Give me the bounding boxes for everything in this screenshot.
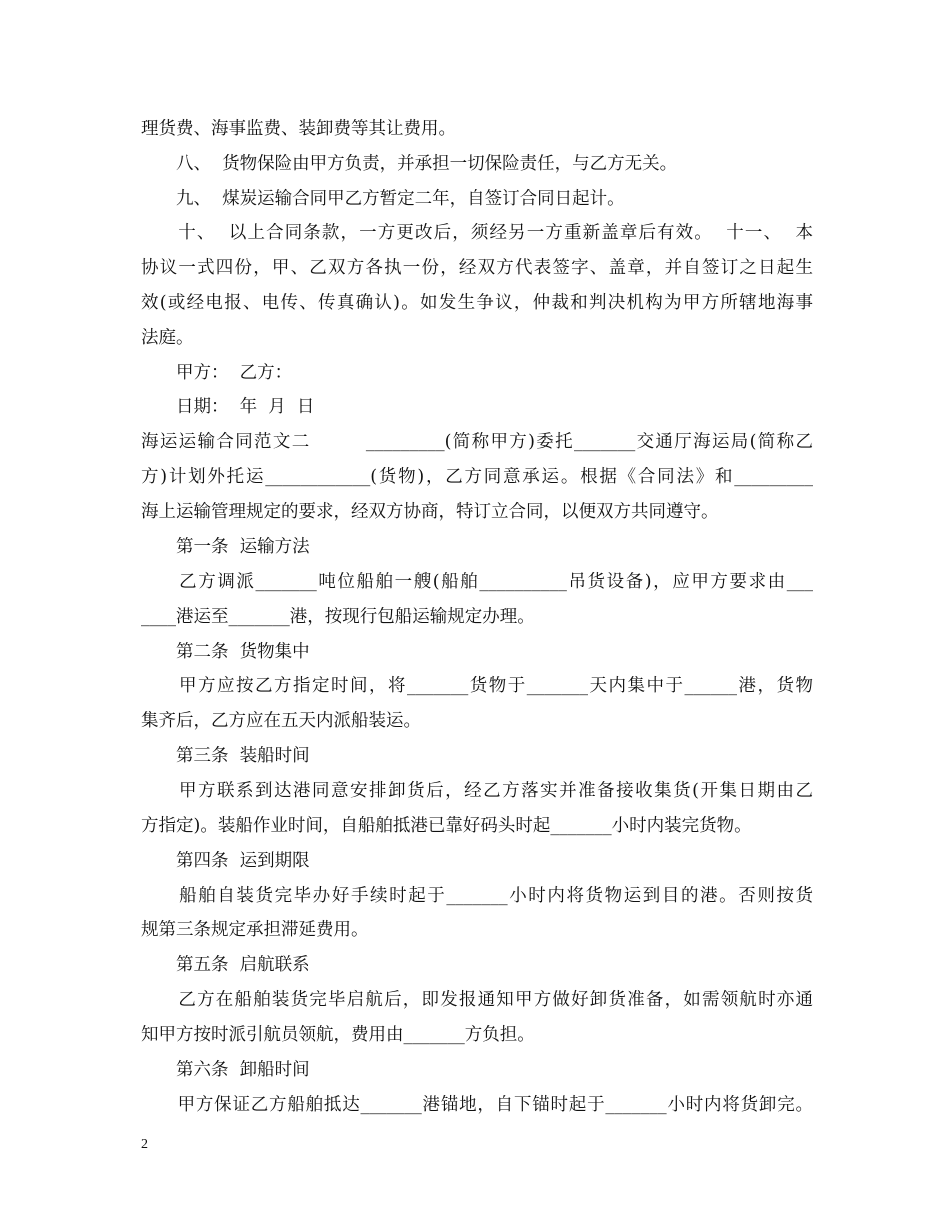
article-heading: 第五条 启航联系 — [141, 955, 310, 975]
text-line: 九、 煤炭运输合同甲乙方暂定二年，自签订合同日起计。 — [141, 189, 625, 209]
article-heading: 第三条 装船时间 — [141, 746, 310, 766]
text-line: 海上运输管理规定的要求，经双方协商，特订立合同，以便双方共同遵守。 — [141, 502, 719, 522]
text-line: 甲方保证乙方船舶抵达_______港锚地，自下锚时起于_______小时内将货卸完。 — [141, 1095, 813, 1115]
text-line: 法庭。 — [141, 328, 194, 348]
date-line: 日期： 年 月 日 — [141, 397, 315, 417]
text-line: 理货费、海事监费、装卸费等其让费用。 — [141, 119, 456, 139]
text-line: 知甲方按时派引航员领航，费用由_______方负担。 — [141, 1025, 535, 1045]
text-line: 甲方应按乙方指定时间，将_______货物于_______天内集中于______港，货物 — [141, 676, 813, 696]
text-line: 协议一式四份，甲、乙双方各执一份，经双方代表签字、盖章，并自签订之日起生 — [141, 258, 813, 278]
text-line: 效(或经电报、电传、传真确认)。如发生争议，仲裁和判决机构为甲方所辖地海事 — [141, 293, 813, 313]
text-line: ____港运至_______港，按现行包船运输规定办理。 — [141, 607, 535, 627]
text-line: 海运运输合同范文二 _________(简称甲方)委托_______交通厅海运局(简称乙 — [141, 432, 813, 452]
text-line: 规第三条规定承担滞延费用。 — [141, 920, 369, 940]
text-line: 方指定)。装船作业时间，自船舶抵港已靠好码头时起_______小时内装完货物。 — [141, 816, 752, 836]
text-line: 甲方联系到达港同意安排卸货后，经乙方落实并准备接收集货(开集日期由乙 — [141, 781, 813, 801]
signature-line: 甲方： 乙方： — [141, 363, 293, 383]
article-heading: 第二条 货物集中 — [141, 642, 310, 662]
text-line: 乙方在船舶装货完毕启航后，即发报通知甲方做好卸货准备，如需领航时亦通 — [141, 990, 813, 1010]
text-line: 方)计划外托运____________(货物)，乙方同意承运。根据《合同法》和_________ — [141, 467, 813, 487]
text-line: 集齐后，乙方应在五天内派船装运。 — [141, 711, 421, 731]
text-line: 乙方调派_______吨位船舶一艘(船舶__________吊货设备)，应甲方要求由___ — [141, 572, 813, 592]
page-number: 2 — [141, 1137, 148, 1152]
article-heading: 第四条 运到期限 — [141, 851, 310, 871]
article-heading: 第六条 卸船时间 — [141, 1060, 310, 1080]
text-line: 十、 以上合同条款，一方更改后，须经另一方重新盖章后有效。 十一、 本 — [141, 223, 813, 243]
article-heading: 第一条 运输方法 — [141, 537, 310, 557]
text-line: 船舶自装货完毕办好手续时起于_______小时内将货物运到目的港。否则按货 — [141, 886, 813, 906]
text-line: 八、 货物保险由甲方负责，并承担一切保险责任，与乙方无关。 — [141, 154, 678, 174]
